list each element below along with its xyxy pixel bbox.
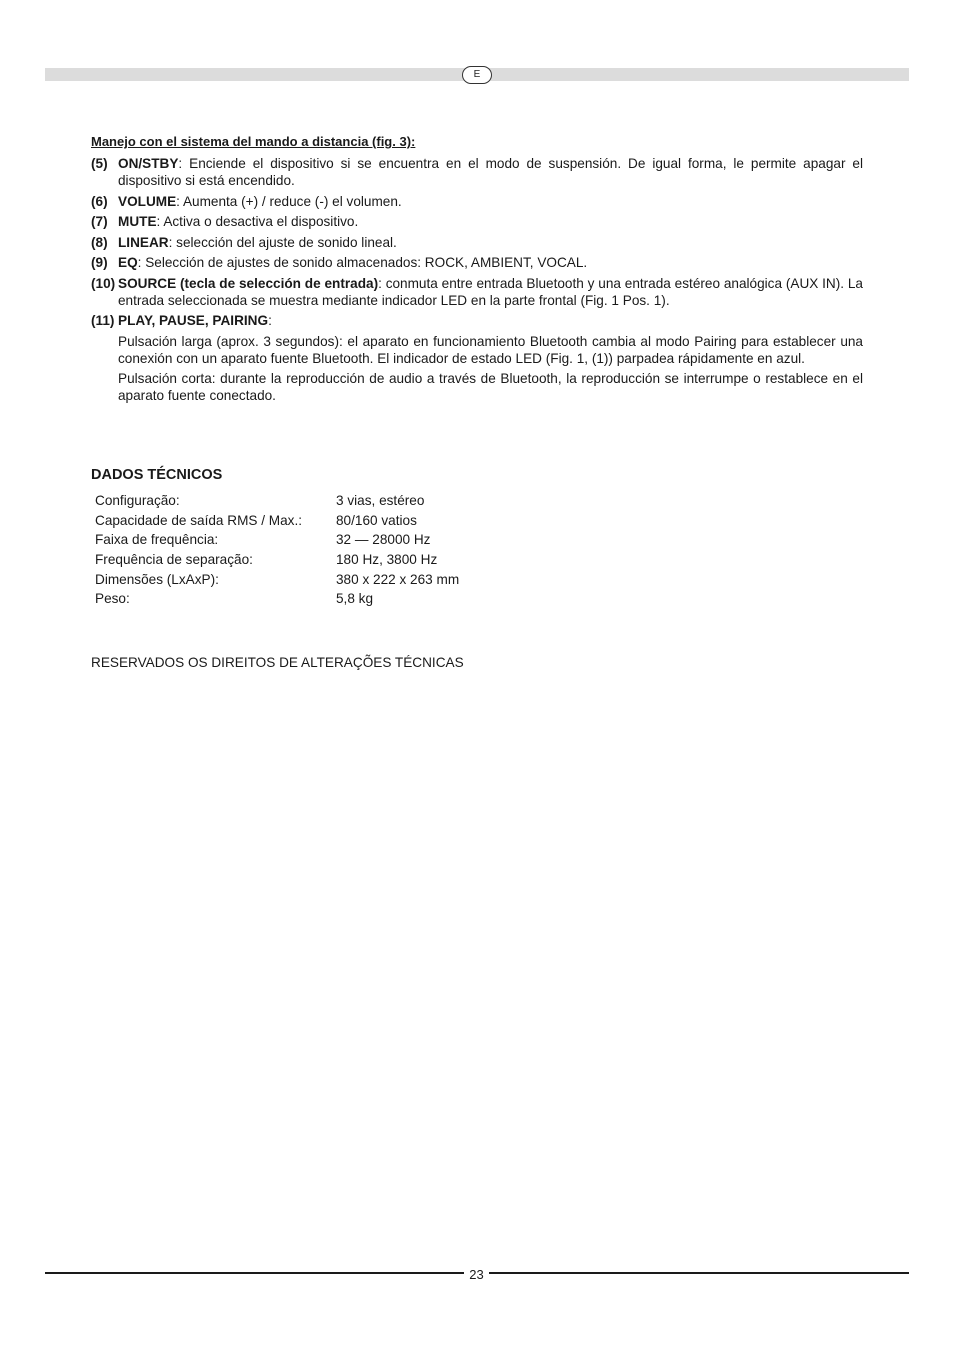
item-body xyxy=(118,312,863,329)
item-text: : Selección de ajustes de sonido almacenados: ROCK, AMBIENT, VOCAL. xyxy=(137,255,588,270)
table-row xyxy=(95,530,459,550)
spec-label: Dimensões (LxAxP): xyxy=(95,571,219,587)
table-row xyxy=(95,511,459,531)
item-number: (5) xyxy=(91,156,108,171)
spec-label: Peso: xyxy=(95,591,130,607)
list-item xyxy=(91,234,863,251)
spec-label: Configuração: xyxy=(95,493,180,508)
item-body xyxy=(118,155,863,189)
item-body xyxy=(118,193,863,210)
item-text: : Activa o desactiva el dispositivo. xyxy=(156,214,359,229)
item-number: (7) xyxy=(91,214,108,229)
item-text: : xyxy=(268,313,272,328)
specs-table xyxy=(95,491,459,609)
list-item xyxy=(91,275,863,309)
table-row xyxy=(95,491,459,511)
table-row xyxy=(95,550,459,570)
list-item xyxy=(91,155,863,189)
spec-label: Capacidade de saída RMS / Max.: xyxy=(95,512,303,528)
item-key: VOLUME xyxy=(118,193,177,209)
spec-label: Faixa de frequência: xyxy=(95,532,219,548)
spec-value: 380 x 222 x 263 mm xyxy=(336,571,460,587)
spec-value: 80/160 vatios xyxy=(336,512,417,528)
item-body xyxy=(118,234,863,251)
item-text: : conmuta entre entrada Bluetooth y una entrada estéreo analógica (AUX IN). La entrada seleccionada se muestra mediante indicador LED en la parte frontal (Fig. 1 Pos. 1). xyxy=(118,275,863,308)
item-body xyxy=(118,275,863,309)
remote-section xyxy=(91,133,863,408)
spec-value: 32 — 28000 Hz xyxy=(336,532,431,548)
item-key: ON/STBY xyxy=(118,156,179,171)
footer-rule-left xyxy=(45,1272,464,1274)
item-key: SOURCE (tecla de selección de entrada) xyxy=(118,275,379,291)
item-text: : selección del ajuste de sonido lineal. xyxy=(168,234,397,250)
spec-label: Frequência de separação: xyxy=(95,552,253,568)
item-key: PLAY, PAUSE, PAIRING xyxy=(118,313,269,328)
item-body xyxy=(118,213,863,230)
item-key: MUTE xyxy=(118,214,157,229)
list-item xyxy=(91,312,863,329)
item-key: EQ xyxy=(118,255,138,270)
table-row xyxy=(95,589,459,609)
item-text: : Enciende el dispositivo si se encuentra en el modo de suspensión. De igual forma, le permite apagar el dispositivo si está encendido. xyxy=(118,156,863,188)
item-number: (11) xyxy=(91,313,115,328)
language-badge: E xyxy=(462,66,492,84)
spec-value: 5,8 kg xyxy=(336,591,374,607)
spec-value: 180 Hz, 3800 Hz xyxy=(336,552,438,568)
item-number: (9) xyxy=(91,255,108,270)
long-press-description: Pulsación larga (aprox. 3 segundos): el aparato en funcionamiento Bluetooth cambia al modo Pairing para establecer una conexión con un aparato fuente Bluetooth. El indicador de estado LED (Fig. 1, (1)) parpadea rápidamente en azul. xyxy=(118,333,863,366)
item-text: : Aumenta (+) / reduce (-) el volumen. xyxy=(176,193,402,209)
list-item xyxy=(91,254,863,271)
item-key: LINEAR xyxy=(118,234,169,250)
technical-changes-notice: RESERVADOS OS DIREITOS DE ALTERAÇÕES TÉCNICAS xyxy=(91,655,464,670)
item-number: (10) xyxy=(91,275,116,291)
list-item xyxy=(91,193,863,210)
table-row xyxy=(95,570,459,590)
spec-value: 3 vias, estéreo xyxy=(336,493,425,508)
item-number: (6) xyxy=(91,193,108,209)
remote-heading: Manejo con el sistema del mando a distancia (fig. 3): xyxy=(91,134,416,149)
item-number: (8) xyxy=(91,234,108,250)
short-press-description: Pulsación corta: durante la reproducción de audio a través de Bluetooth, la reproducción se interrumpe o restablece en el aparato fuente conectado. xyxy=(118,371,863,403)
footer-rule-right xyxy=(489,1272,909,1274)
item-body xyxy=(118,254,863,271)
page-number: 23 xyxy=(469,1267,484,1282)
specs-title: DADOS TÉCNICOS xyxy=(91,467,223,483)
list-item xyxy=(91,213,863,230)
